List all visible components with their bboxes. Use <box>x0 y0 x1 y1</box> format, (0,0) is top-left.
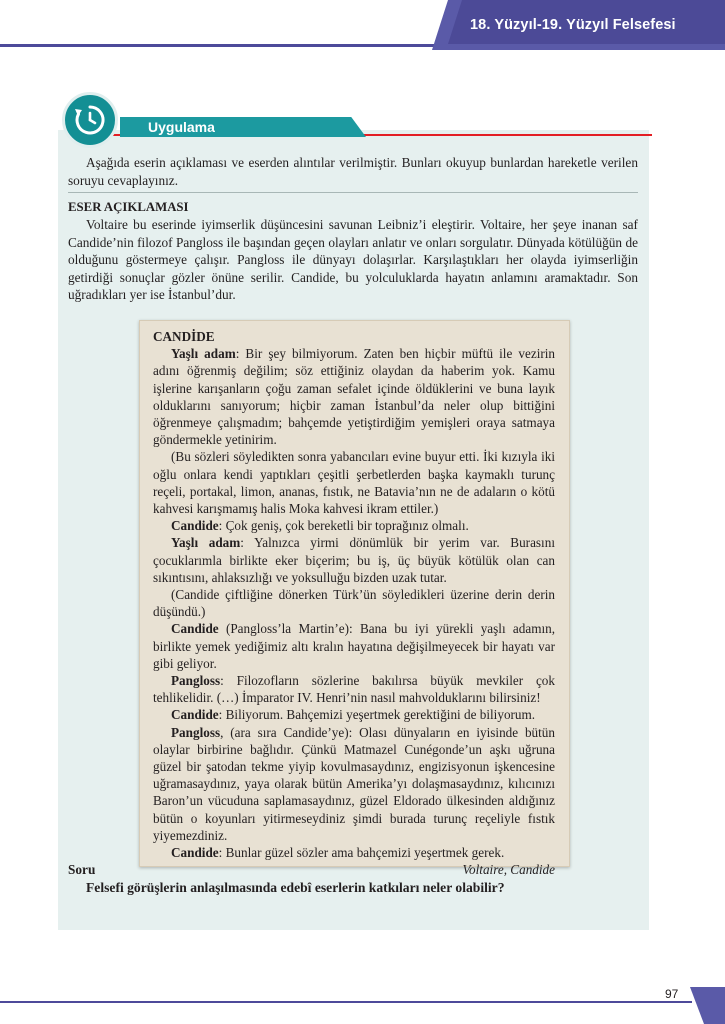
speaker-separator: : <box>218 707 226 723</box>
section-divider <box>68 192 638 193</box>
excerpt <box>153 328 555 879</box>
excerpt-paragraph <box>153 844 555 861</box>
excerpt-title: CANDİDE <box>153 329 215 344</box>
excerpt-paragraph <box>153 724 555 844</box>
instructions-text: Aşağıda eserin açıklaması ve eserden alıntılar verilmiştir. Bunları okuyup bunlardan hareketle verilen soruyu cevaplayınız. <box>68 155 638 188</box>
excerpt-paragraph <box>153 517 555 534</box>
paragraph-text: Filozofların sözlerine bakılırsa büyük mevkiler çok tehlikelidir. (…) İmparator IV. Henri’nin nasıl mahvolduklarını bilirsiniz! <box>153 673 555 706</box>
paragraph-text: Yalnızca yirmi dönümlük bir yerim var. Burasını çocuklarımla birlikte eker biçerim; bu iş, üç büyük kötülük olan can sıkıntısını, ahlaksızlığı ve yoksulluğu bizden uzak tutar. <box>153 535 555 585</box>
excerpt-paragraph <box>153 534 555 586</box>
footer-rule <box>0 1001 692 1003</box>
excerpt-paragraph <box>153 345 555 448</box>
paragraph-text: (Bu sözleri söyledikten sonra yabancıları evine buyur etti. İki kızıyla iki oğlu onlara kendi yaptıkları çeşitli şerbetlerden başka kaymaklı turunç reçeli, portakal, limon, ananas, fıstık, ne Batavia’nın ne de adaların o kötü kahvesi karışmamış halis Moka kahvesi ikram ettiler.) <box>153 449 555 517</box>
speaker-separator: : <box>235 346 246 362</box>
speaker-separator: : <box>218 845 226 861</box>
work-description-heading: ESER AÇIKLAMASI <box>68 200 189 214</box>
excerpt-paragraph <box>153 448 555 517</box>
speaker-separator: : <box>218 518 226 534</box>
excerpt-paragraphs <box>153 345 555 861</box>
speaker-name: Yaşlı adam <box>171 535 241 551</box>
speaker-name: Candide <box>171 707 219 723</box>
work-description-body: Voltaire bu eserinde iyimserlik düşüncesini savunan Leibniz’i eleştirir. Voltaire, her şeye inanan saf Candide’nin filozof Pangloss ile başından geçen olayları anlatır ve onları sorgulatır. Dünyada kötülüğün de olduğunu göstermeye çalışır. Pangloss ile dünyayı dolaşırlar. Karşılaştıkları her olayda iyimserliğin getirdiği sonuçlar gözler önüne serilir. Candide, bu yolculuklarda hayatın anlamını aramaktadır. Son uğradıkları yer ise İstanbul’dur. <box>68 217 638 303</box>
speaker-name: Yaşlı adam <box>171 346 236 362</box>
speaker-name: Pangloss <box>171 724 221 740</box>
page-number: 97 <box>665 987 679 1001</box>
clock-refresh-icon <box>62 92 118 148</box>
paragraph-text: Bunlar güzel sözler ama bahçemizi yeşertmek gerek. <box>225 845 505 861</box>
excerpt-paragraph <box>153 706 555 723</box>
speaker-separator: , <box>220 724 231 740</box>
chapter-title: 18. Yüzyıl-19. Yüzyıl Felsefesi <box>470 17 676 33</box>
activity-label: Uygulama <box>148 119 215 135</box>
speaker-name: Candide <box>171 518 219 534</box>
header-rule <box>0 44 440 47</box>
question-text: Felsefi görüşlerin anlaşılmasında edebî eserlerin katkıları neler olabilir? <box>86 880 505 895</box>
excerpt-author: Voltaire, Candide <box>462 862 555 878</box>
paragraph-text: (ara sıra Candide’ye): Olası dünyaların en iyisinde bütün olaylar birbirine bağlıdır. Çünkü Matmazel Cunégonde’un aşkı uğruna güzel bir şatodan tekme yiyip kovulmasaydınız, engizisyonun işkencesine uğramasaydınız, yaya olarak bütün Amerika’yı dolaşmasaydınız, kılıcınızı Baron’un vücuduna saplamasaydınız, güzel Eldorado ülkesinden aldığınız bütün o koyunları yitirmeseydiniz şimdi burada turunç reçeliyle fıstık yiyemezdiniz. <box>153 724 555 843</box>
paragraph-text: Çok geniş, çok bereketli bir toprağınız olmalı. <box>225 518 469 534</box>
paragraph-text: (Candide çiftliğine dönerken Türk’ün söyledikleri üzerine derin derin düşündü.) <box>153 587 555 620</box>
paragraph-text: Bir şey bilmiyorum. Zaten ben hiçbir müftü ile vezirin adını öğrenmiş değilim; söz ettiğiniz olaydan da haberim yok. Kamu işlerine karışanların çoğu zaman sefalet içinde öldüklerini ve buna layık olduklarını sanıyorum; hiçbir zaman İstanbul’da neler olup bittiğini öğrenmeye çalışmadım; bahçemde yetiştirdiğim yemişleri oraya satmaya göndermekle yetinirim. <box>153 346 556 448</box>
speaker-separator: : <box>240 535 255 551</box>
footer-tab <box>690 987 725 1024</box>
speaker-name: Candide <box>171 845 219 861</box>
speaker-name: Candide <box>171 621 219 637</box>
excerpt-paragraph <box>153 672 555 706</box>
excerpt-paragraph <box>153 620 555 672</box>
question-label: Soru <box>68 862 96 877</box>
paragraph-text: Biliyorum. Bahçemizi yeşertmek gerektiğini de biliyorum. <box>225 707 536 723</box>
speaker-separator <box>219 621 226 636</box>
speaker-name: Pangloss <box>171 673 221 689</box>
paragraph-text: (Pangloss’la Martin’e): Bana bu iyi yürekli yaşlı adamın, birlikte yemek yediğimiz altı kralın hayatına değişilmeyecek bir hayatı var gibi geliyor. <box>153 621 556 671</box>
excerpt-paragraph <box>153 586 555 620</box>
speaker-separator: : <box>220 673 237 689</box>
